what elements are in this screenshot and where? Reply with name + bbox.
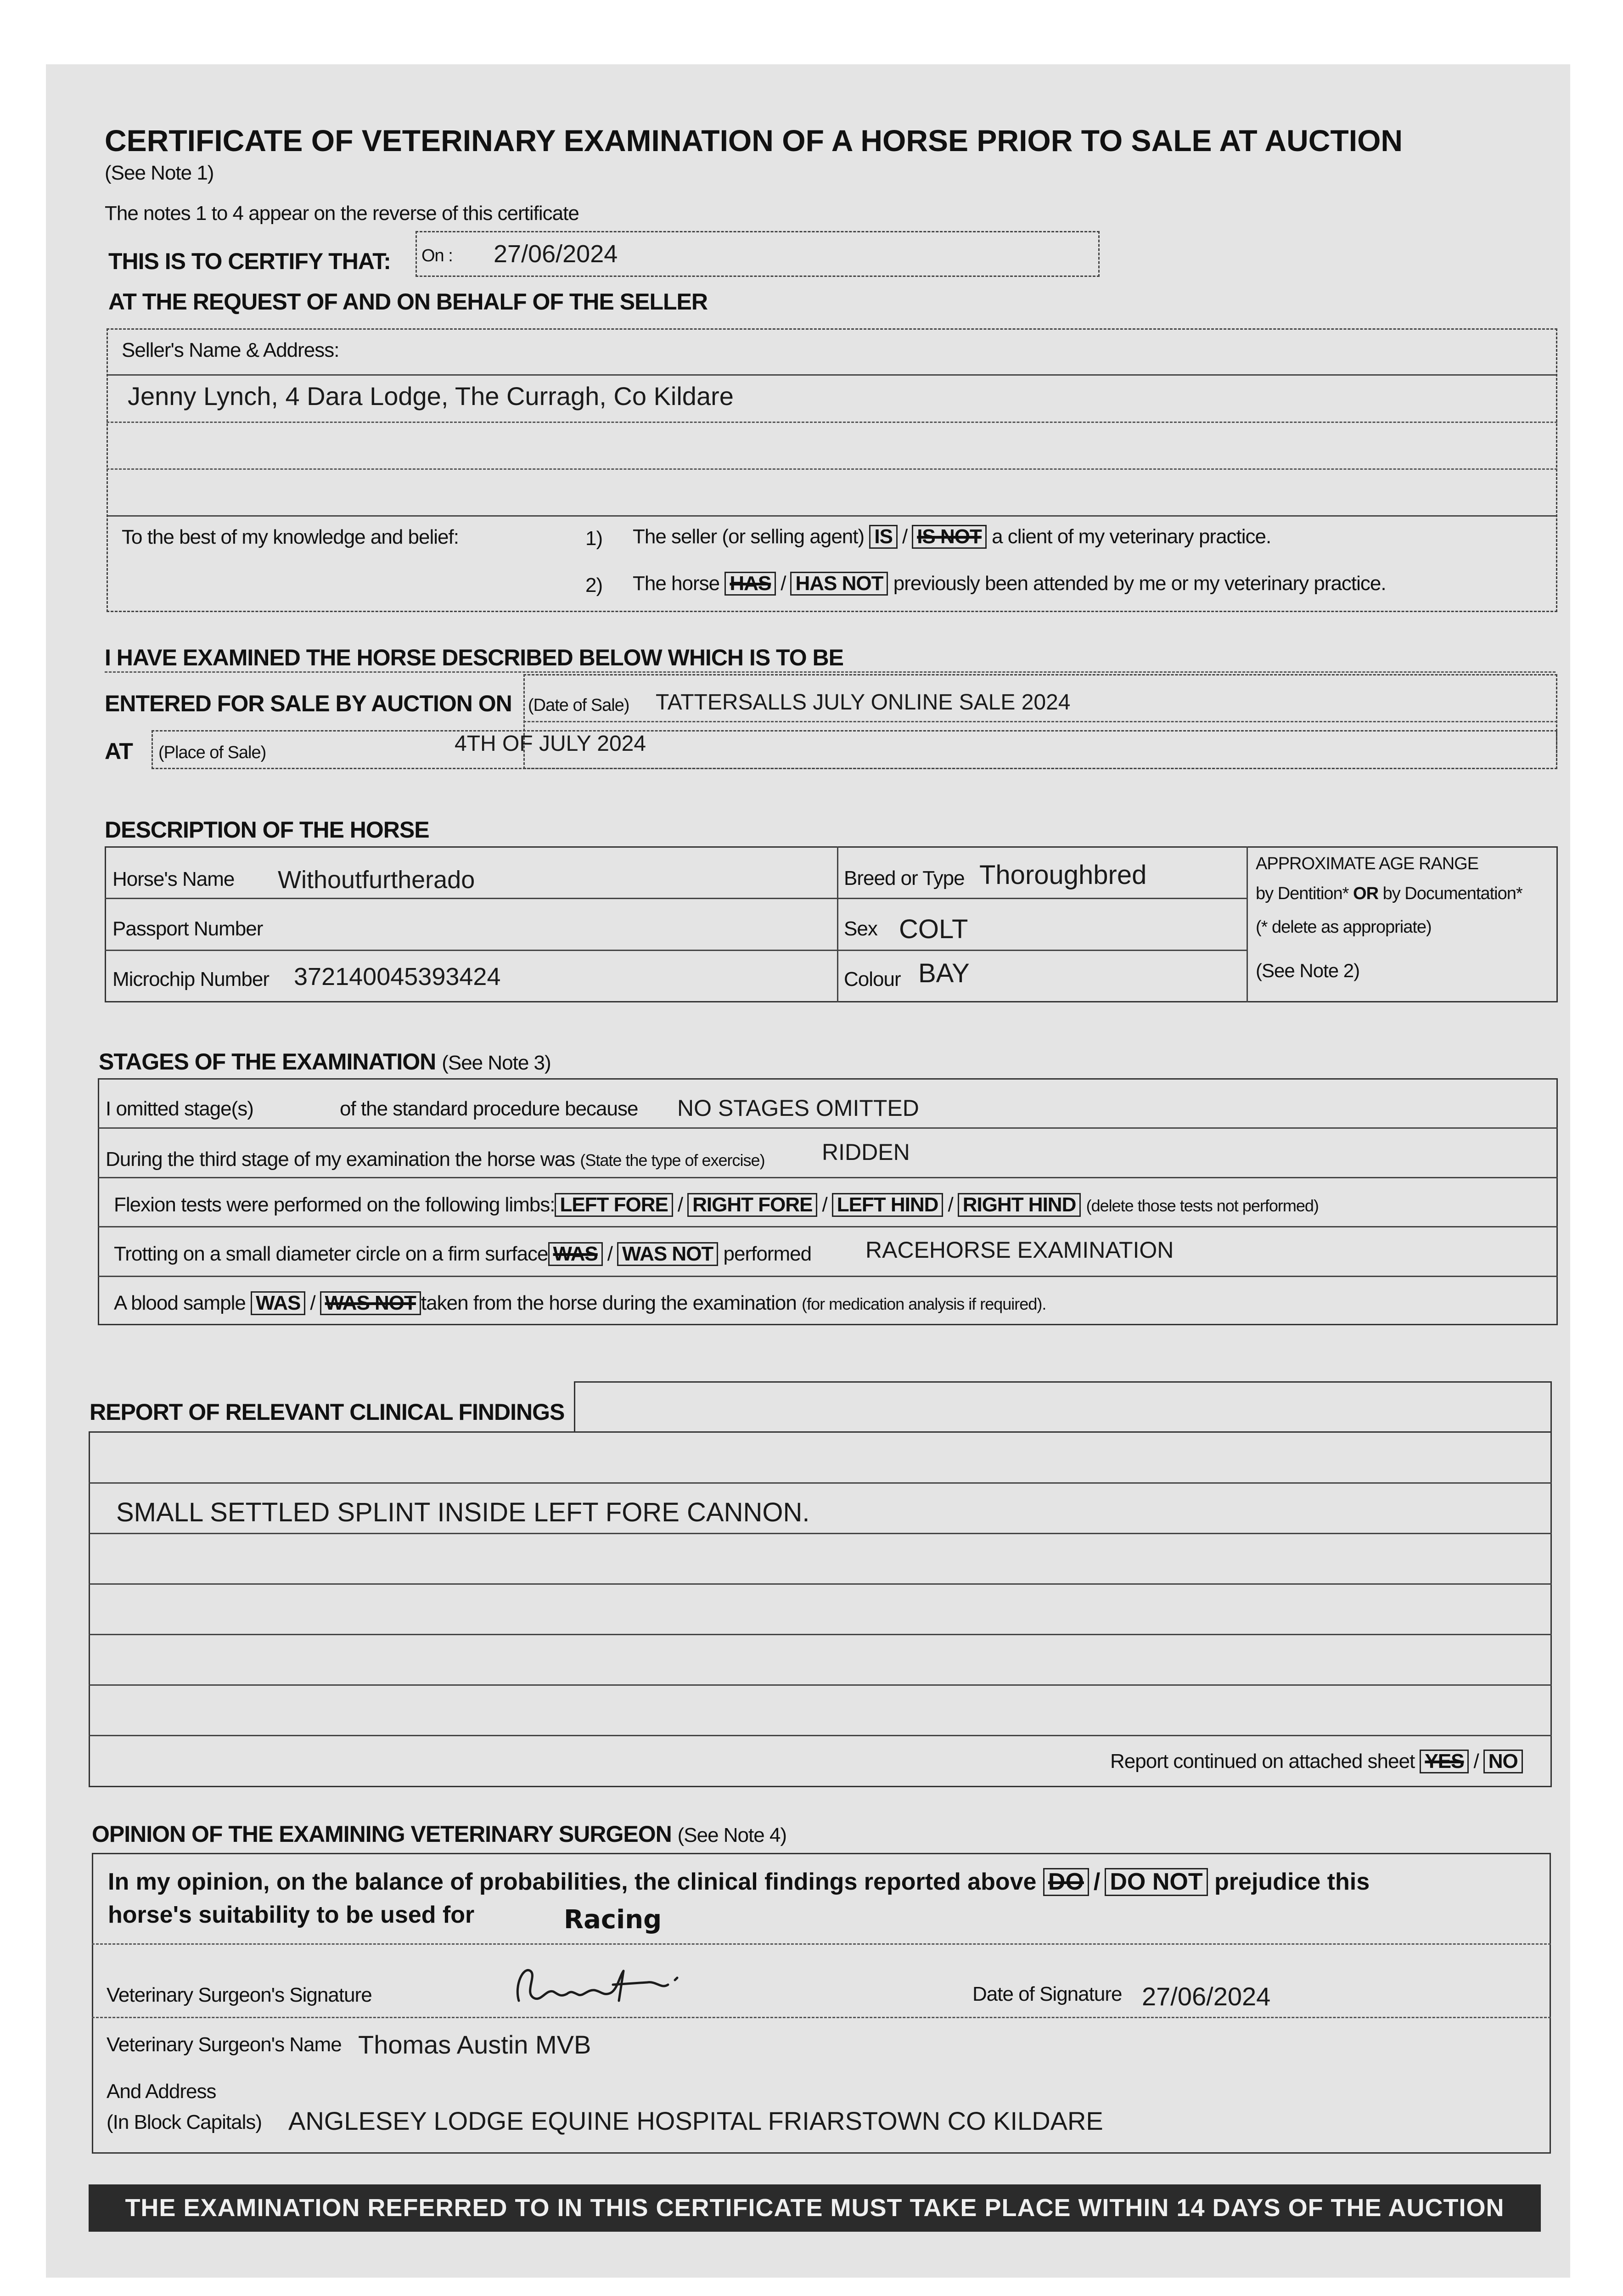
opinion-statement-a: In my opinion, on the balance of probabilities, the clinical findings reported above [108, 1868, 1037, 1895]
passport-label: Passport Number [112, 917, 263, 940]
see-note-1: (See Note 1) [105, 162, 214, 184]
horse-name-label: Horse's Name [112, 868, 235, 890]
report-line-5 [89, 1684, 1552, 1686]
sale-place-label: (Place of Sale) [158, 743, 266, 762]
report-box [89, 1431, 1552, 1787]
certify-on-label: On : [421, 246, 453, 265]
item1-number: 1) [585, 527, 603, 550]
exercise-note: (State the type of exercise) [580, 1151, 765, 1170]
item1-text-a: The seller (or selling agent) [633, 525, 865, 548]
notes-line: The notes 1 to 4 appear on the reverse of this certificate [105, 202, 579, 225]
sale-place-value: 4TH OF JULY 2024 [455, 732, 646, 756]
sale-heading-rule [105, 671, 1556, 673]
sale-at-label: AT [105, 738, 133, 764]
place-box [152, 730, 1557, 769]
desc-row-line-1 [105, 898, 1247, 899]
trotting-after: performed [723, 1243, 812, 1265]
trotting-option-was-not: WAS NOT [617, 1242, 718, 1266]
flexion-slash-1: / [677, 1193, 683, 1216]
opinion-heading-line [92, 1821, 786, 1847]
opinion-heading-note: (See Note 4) [677, 1824, 787, 1846]
report-continued-label: Report continued on attached sheet [1110, 1750, 1415, 1773]
address-value: ANGLESEY LODGE EQUINE HOSPITAL FRIARSTOWN CO KILDARE [288, 2106, 1103, 2135]
opinion-slash: / [1093, 1868, 1101, 1895]
report-line-3 [89, 1583, 1552, 1585]
opinion-option-do: DO [1043, 1868, 1089, 1896]
item1-line [633, 525, 1271, 549]
item1-option-is-not: IS NOT [912, 525, 987, 549]
blood-option-was-not: WAS NOT [320, 1291, 421, 1315]
microchip-value: 372140045393424 [294, 963, 501, 990]
seller-line-2 [107, 422, 1557, 423]
report-line-1 [89, 1482, 1552, 1484]
colour-label: Colour [844, 968, 901, 990]
seller-name-label: Seller's Name & Address: [122, 339, 339, 361]
sale-box-rule [523, 721, 1557, 722]
colour-value: BAY [918, 958, 970, 988]
blood-note: (for medication analysis if required). [802, 1294, 1046, 1313]
opinion-statement-line [108, 1868, 1370, 1896]
trotting-option-was: WAS [548, 1242, 603, 1266]
desc-row-line-2 [105, 950, 1247, 951]
opinion-use-value: Racing [564, 1905, 662, 1935]
horse-name-value: Withoutfurtherado [278, 866, 475, 894]
opinion-option-do-not: DO NOT [1105, 1868, 1207, 1896]
seller-line-3 [107, 468, 1557, 470]
flexion-note: (delete those tests not performed) [1086, 1196, 1319, 1215]
age-see-note-2: (See Note 2) [1256, 960, 1360, 981]
omitted-label-a: I omitted stage(s) [106, 1097, 253, 1120]
certify-on-value: 27/06/2024 [494, 240, 618, 268]
address-label-1: And Address [107, 2080, 216, 2103]
flexion-right-fore: RIGHT FORE [687, 1193, 817, 1217]
surgeon-name-label: Veterinary Surgeon's Name [107, 2033, 342, 2056]
age-or: OR [1353, 884, 1379, 903]
report-continued-yes: YES [1420, 1750, 1469, 1773]
flexion-label: Flexion tests were performed on the following limbs: [114, 1193, 555, 1216]
footer-banner: THE EXAMINATION REFERRED TO IN THIS CERTIFICATE MUST TAKE PLACE WITHIN 14 DAYS OF THE AUCTION [89, 2184, 1541, 2232]
date-signature-label: Date of Signature [972, 1983, 1122, 2005]
blood-label-a: A blood sample [114, 1292, 246, 1314]
opinion-statement-c: horse's suitability to be used for [108, 1902, 475, 1928]
stages-line-4 [98, 1276, 1558, 1277]
report-heading-box [574, 1381, 1552, 1433]
report-line-6 [89, 1735, 1552, 1736]
sale-date-label: (Date of Sale) [528, 696, 629, 715]
description-heading: DESCRIPTION OF THE HORSE [105, 817, 429, 843]
flexion-left-fore: LEFT FORE [555, 1193, 673, 1217]
stages-line-1 [98, 1127, 1558, 1129]
flexion-right-hind: RIGHT HIND [958, 1193, 1081, 1217]
report-line-4 [89, 1634, 1552, 1635]
opinion-line-1 [92, 1943, 1551, 1945]
item2-text-a: The horse [633, 572, 720, 595]
microchip-label: Microchip Number [112, 968, 269, 990]
trotting-slash: / [607, 1243, 612, 1265]
sex-label: Sex [844, 917, 877, 940]
report-continued-line [1110, 1750, 1523, 1773]
page-title: CERTIFICATE OF VETERINARY EXAMINATION OF A HORSE PRIOR TO SALE AT AUCTION [105, 124, 1403, 158]
report-finding: SMALL SETTLED SPLINT INSIDE LEFT FORE CANNON. [116, 1497, 810, 1527]
sale-heading-2: ENTERED FOR SALE BY AUCTION ON [105, 691, 512, 716]
age-delete-note: (* delete as appropriate) [1256, 917, 1432, 937]
flexion-line [114, 1193, 1319, 1217]
seller-line-1 [107, 374, 1557, 376]
trotting-line [114, 1242, 811, 1266]
blood-slash: / [310, 1292, 315, 1314]
blood-label-b: taken from the horse during the examination [421, 1292, 797, 1314]
opinion-heading: OPINION OF THE EXAMINING VETERINARY SURGEON [92, 1821, 672, 1847]
report-line-2 [89, 1533, 1552, 1534]
item2-option-has-not: HAS NOT [790, 572, 888, 596]
omitted-label-b: of the standard procedure because [340, 1097, 638, 1120]
flexion-slash-3: / [948, 1193, 953, 1216]
item2-text-b: previously been attended by me or my veterinary practice. [893, 572, 1386, 595]
breed-label: Breed or Type [844, 867, 965, 889]
blood-option-was: WAS [251, 1291, 305, 1315]
blood-line [114, 1291, 1046, 1315]
knowledge-label: To the best of my knowledge and belief: [122, 526, 459, 548]
date-signature-value: 27/06/2024 [1142, 1982, 1271, 2011]
exercise-line [106, 1148, 765, 1171]
trotting-label: Trotting on a small diameter circle on a firm surface [114, 1243, 548, 1265]
desc-divider-1 [837, 846, 838, 1002]
omitted-value: NO STAGES OMITTED [677, 1095, 919, 1121]
report-continued-slash: / [1473, 1750, 1479, 1773]
seller-line-4 [107, 515, 1557, 517]
item2-slash: / [781, 572, 786, 595]
stages-line-2 [98, 1177, 1558, 1178]
seller-name-value: Jenny Lynch, 4 Dara Lodge, The Curragh, Co Kildare [128, 382, 734, 411]
stages-heading: STAGES OF THE EXAMINATION [99, 1049, 436, 1075]
item2-line [633, 572, 1386, 596]
exercise-value: RIDDEN [822, 1139, 910, 1165]
flexion-left-hind: LEFT HIND [832, 1193, 943, 1217]
seller-heading: AT THE REQUEST OF AND ON BEHALF OF THE SELLER [108, 289, 708, 315]
certify-label: THIS IS TO CERTIFY THAT: [108, 248, 391, 274]
seller-block [107, 328, 1557, 612]
sale-heading-1: I HAVE EXAMINED THE HORSE DESCRIBED BELOW WHICH IS TO BE [105, 645, 843, 670]
surgeon-name-value: Thomas Austin MVB [358, 2030, 591, 2059]
stages-heading-note: (See Note 3) [442, 1052, 551, 1074]
age-range-heading: APPROXIMATE AGE RANGE [1256, 854, 1479, 873]
sale-date-value: TATTERSALLS JULY ONLINE SALE 2024 [656, 690, 1071, 715]
exercise-label: During the third stage of my examination the horse was [106, 1148, 575, 1171]
report-heading: REPORT OF RELEVANT CLINICAL FINDINGS [90, 1399, 565, 1425]
age-by-dentition: by Dentition* [1256, 884, 1349, 903]
stages-line-3 [98, 1226, 1558, 1227]
sex-value: COLT [899, 914, 968, 944]
item2-number: 2) [585, 574, 603, 597]
age-range-options [1256, 884, 1522, 904]
signature-label: Veterinary Surgeon's Signature [107, 1984, 372, 2006]
item1-slash: / [902, 525, 908, 548]
signature-image [510, 1957, 702, 2017]
breed-value: Thoroughbred [979, 860, 1147, 890]
trotting-value: RACEHORSE EXAMINATION [865, 1237, 1174, 1263]
opinion-statement-b: prejudice this [1214, 1868, 1370, 1895]
stages-heading-line [99, 1048, 551, 1075]
address-label-2: (In Block Capitals) [107, 2111, 262, 2133]
item2-option-has: HAS [724, 572, 776, 596]
flexion-slash-2: / [822, 1193, 827, 1216]
age-by-documentation: by Documentation* [1382, 884, 1522, 903]
item1-text-b: a client of my veterinary practice. [992, 525, 1271, 548]
item1-option-is: IS [869, 525, 898, 549]
opinion-line-2 [92, 2017, 1551, 2018]
report-continued-no: NO [1483, 1750, 1523, 1773]
desc-divider-2 [1247, 846, 1248, 1002]
